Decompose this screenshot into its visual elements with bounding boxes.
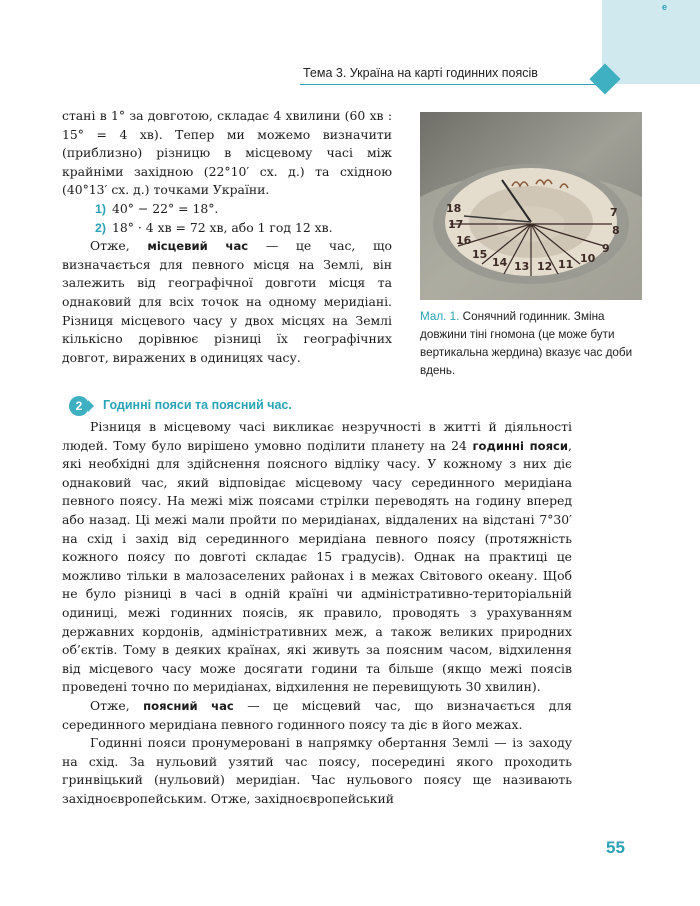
running-header: Тема 3. Україна на карті годинних поясів (303, 66, 538, 80)
dial-hour: 14 (492, 256, 508, 269)
list-number: 1) (94, 201, 106, 216)
dial-hour: 16 (456, 234, 472, 247)
paragraph: стані в 1° за довготою, складає 4 хвилини (60 хв : 15° = 4 хв). Тепер ми можемо визначити (приблизно) різницю в місцевому часі між крайніми західною (22°10′ сх. д.) та східною (40°13′ сх. д.) точками України. (62, 108, 392, 198)
dial-hour: 12 (537, 260, 553, 273)
paragraph: Різниця в місцевому часі викликає незручності в житті й діяльності людей. Тому було вирішено умовно поділити планету на 24 годинні пояси, які необхідні для здійснення поясного відліку часу. У кожному з них діє однаковий час, який відповідає місцевому часу серединного меридіана певного поясу. На межі між поясами стрілки переводять на годину вперед або назад. Ці межі мали пройти по меридіанах, віддалених на відстані 7°30′ на схід і захід від серединного меридіана певного поясу (протяжність кожного поясу по довготі складає 15 градусів). Однак на практиці це можливо тільки в малозаселених районах і в межах Світового океану. Щоб не було різниці в часі в одній країні чи адміністративно-територіальній одиниці, межі годинних поясів, як правило, проводять з урахуванням державних кордонів, адміністративних меж, а також великих природних об’єктів. Тому в деяких країнах, які живуть за поясним часом, відхилення від місцевого часу може досягати години та більше (якщо межі поясів проведені точно по меридіанах, відхилення не перевищують 30 хвилин). (62, 419, 572, 695)
sundial-photo (420, 112, 642, 300)
dial-hour: 17 (448, 218, 464, 231)
section-arrow-icon (88, 400, 94, 412)
corner-tab (602, 0, 700, 84)
list-number: 2) (94, 220, 106, 235)
section-title: Годинні пояси та поясний час. (103, 398, 292, 412)
term-time-zones: годинні пояси (472, 438, 569, 453)
section-number-badge: 2 (69, 396, 89, 416)
dial-hour: 9 (602, 242, 610, 255)
page-number: 55 (606, 838, 625, 857)
paragraph: Отже, місцевий час — це час, що визначається для певного місця на Землі, він залежить від географічної довготи місця та однаковий для всіх точок на одному меридіані. Різниця місцевого часу у двох місцях на Землі кількісно дорівнює різниці їх географічних довгот, виражених в одиницях часу. (62, 238, 392, 365)
dial-hour: 15 (472, 248, 488, 261)
paragraph: Отже, поясний час — це місцевий час, що визначається для серединного меридіана певного годинного поясу та діє в його межах. (62, 697, 572, 732)
paragraph: Годинні пояси пронумеровані в напрямку обертання Землі — із заходу на схід. За нульовий узятий час поясу, посередині якого проходить гринвіцький (нульовий) меридіан. Час нульового поясу ще називають західноєвропейським. Отже, західноєвропейський (62, 735, 572, 806)
list-item: 2) 18° · 4 хв = 72 хв, або 1 год 12 хв. (62, 219, 392, 238)
figure-caption (420, 308, 648, 380)
dial-hour: 8 (612, 224, 620, 237)
dial-hour: 13 (514, 260, 530, 273)
dial-hour: 18 (446, 202, 462, 215)
list-item: 1) 40° − 22° = 18°. (62, 200, 392, 219)
caption-label: Мал. 1. (420, 310, 460, 323)
publisher-logo: e (662, 2, 668, 12)
dial-hour: 10 (580, 252, 596, 265)
dial-hour: 11 (558, 258, 574, 271)
dial-hour: 7 (610, 206, 618, 219)
header-rule (300, 84, 604, 85)
top-text-column (62, 107, 392, 367)
caption-text: Сонячний годинник. Зміна довжини тіні гномона (це може бути вертикальна жердина) вказує час доби вдень. (420, 310, 633, 377)
section-body (62, 418, 572, 808)
term-local-time: місцевий час (147, 239, 249, 254)
term-zone-time: поясний час (143, 698, 234, 713)
